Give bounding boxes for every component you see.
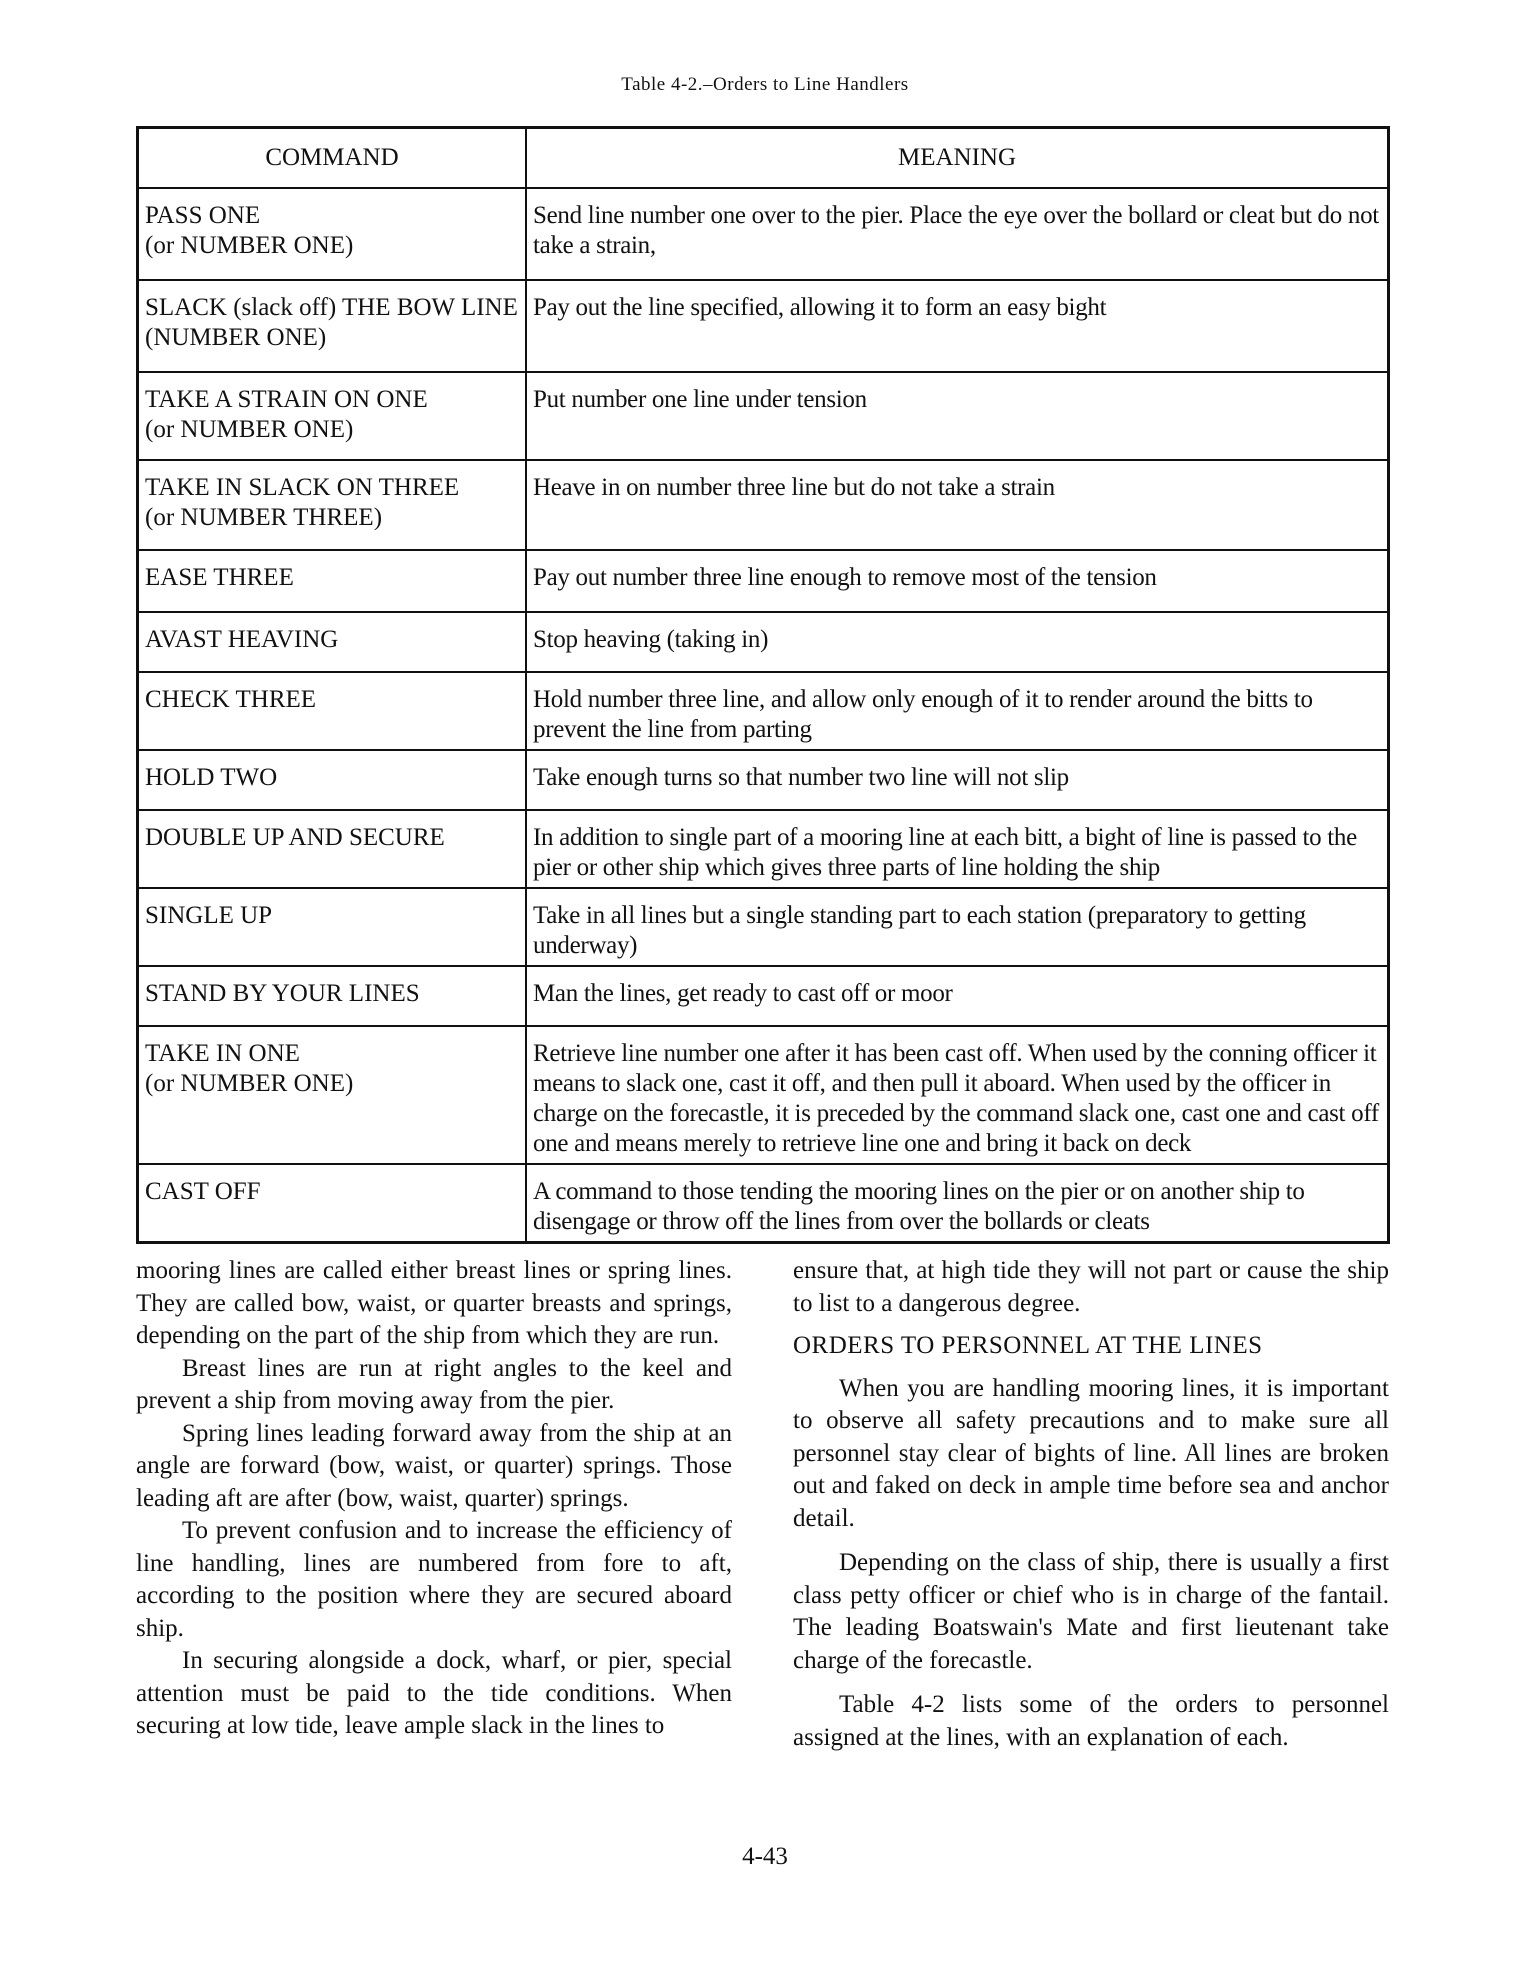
orders-table xyxy=(136,126,1390,1244)
command-cell xyxy=(138,888,527,966)
meaning-cell: Stop heaving (taking in) xyxy=(526,612,1389,672)
command-line: HOLD TWO xyxy=(145,764,278,791)
command-line: STAND BY YOUR LINES xyxy=(145,980,420,1007)
paragraph: Spring lines leading forward away from the ship at an angle are forward (bow, waist, or quarter) springs. Those leading aft are after (bow, waist, quarter) springs. xyxy=(136,1419,732,1512)
command-cell xyxy=(138,1164,527,1243)
paragraph: mooring lines are called either breast lines or spring lines. They are called bow, waist, or quarter breasts and springs, depending on the part of the ship from which they are run. xyxy=(136,1257,732,1349)
command-line: (or NUMBER ONE) xyxy=(145,416,354,443)
command-line: PASS ONE xyxy=(145,202,261,229)
meaning-cell: Pay out number three line enough to remove most of the tension xyxy=(526,550,1389,612)
command-line: (NUMBER ONE) xyxy=(145,324,327,351)
table-row xyxy=(138,280,1389,372)
paragraph: Table 4-2 lists some of the orders to personnel assigned at the lines, with an explanation of each. xyxy=(793,1691,1389,1751)
command-line: TAKE IN ONE xyxy=(145,1040,300,1067)
command-cell xyxy=(138,672,527,750)
table-row xyxy=(138,188,1389,280)
command-line: (or NUMBER THREE) xyxy=(145,504,383,531)
command-line: CHECK THREE xyxy=(145,686,317,713)
meaning-cell: Man the lines, get ready to cast off or moor xyxy=(526,966,1389,1026)
meaning-cell: In addition to single part of a mooring line at each bitt, a bight of line is passed to the pier or other ship which gives three parts of line holding the ship xyxy=(526,810,1389,888)
command-cell xyxy=(138,550,527,612)
column-header-command: COMMAND xyxy=(138,128,527,189)
command-cell xyxy=(138,280,527,372)
table-row xyxy=(138,750,1389,810)
meaning-cell: Put number one line under tension xyxy=(526,372,1389,460)
command-cell xyxy=(138,612,527,672)
right-text-column xyxy=(793,1255,1389,1754)
paragraph: Depending on the class of ship, there is usually a first class petty officer or chief who is in charge of the fantail. The leading Boatswain's Mate and first lieutenant take charge of the forecastle. xyxy=(793,1549,1389,1674)
meaning-cell: Hold number three line, and allow only enough of it to render around the bitts to prevent the line from parting xyxy=(526,672,1389,750)
table-body xyxy=(138,188,1389,1243)
paragraph: To prevent confusion and to increase the efficiency of line handling, lines are numbered from fore to aft, according to the position where they are secured aboard ship. xyxy=(136,1517,732,1642)
command-line: (or NUMBER ONE) xyxy=(145,1070,354,1097)
meaning-cell: Retrieve line number one after it has been cast off. When used by the conning officer it means to slack one, cast it off, and then pull it aboard. When used by the officer in charge on the forecastle, it is preceded by the command slack one, cast one and cast off one and means merely to retrieve line one and bring it back on deck xyxy=(526,1026,1389,1164)
table-row xyxy=(138,550,1389,612)
command-cell xyxy=(138,810,527,888)
command-line: TAKE IN SLACK ON THREE xyxy=(145,474,460,501)
command-line: SINGLE UP xyxy=(145,902,273,929)
left-text-column xyxy=(136,1255,732,1743)
command-line: TAKE A STRAIN ON ONE xyxy=(145,386,428,413)
section-heading: ORDERS TO PERSONNEL AT THE LINES xyxy=(793,1332,1263,1359)
meaning-cell: Take enough turns so that number two line will not slip xyxy=(526,750,1389,810)
command-cell xyxy=(138,188,527,280)
command-cell xyxy=(138,460,527,550)
paragraph: ensure that, at high tide they will not part or cause the ship to list to a dangerous degree. xyxy=(793,1257,1389,1317)
meaning-cell: Send line number one over to the pier. Place the eye over the bollard or cleat but do not take a strain, xyxy=(526,188,1389,280)
table-row xyxy=(138,372,1389,460)
meaning-cell: A command to those tending the mooring lines on the pier or on another ship to disengage or throw off the lines from over the bollards or cleats xyxy=(526,1164,1389,1243)
table-row xyxy=(138,1164,1389,1243)
command-line: AVAST HEAVING xyxy=(145,626,339,653)
table-row xyxy=(138,1026,1389,1164)
command-cell xyxy=(138,1026,527,1164)
table-row xyxy=(138,888,1389,966)
paragraph: In securing alongside a dock, wharf, or pier, special attention must be paid to the tide conditions. When securing at low tide, leave ample slack in the lines to xyxy=(136,1647,732,1739)
command-cell xyxy=(138,372,527,460)
meaning-cell: Pay out the line specified, allowing it to form an easy bight xyxy=(526,280,1389,372)
command-line: SLACK (slack off) THE BOW LINE xyxy=(145,294,518,321)
command-cell xyxy=(138,750,527,810)
page-number: 4-43 xyxy=(742,1843,788,1870)
table-header-row xyxy=(138,128,1389,189)
table-row xyxy=(138,460,1389,550)
command-line: (or NUMBER ONE) xyxy=(145,232,354,259)
command-cell xyxy=(138,966,527,1026)
paragraph: Breast lines are run at right angles to the keel and prevent a ship from moving away from the pier. xyxy=(136,1354,732,1414)
table-row xyxy=(138,810,1389,888)
table-row xyxy=(138,612,1389,672)
table-row xyxy=(138,672,1389,750)
table-caption: Table 4-2.–Orders to Line Handlers xyxy=(621,74,909,95)
meaning-cell: Heave in on number three line but do not take a strain xyxy=(526,460,1389,550)
command-line: CAST OFF xyxy=(145,1178,261,1205)
table-row xyxy=(138,966,1389,1026)
meaning-cell: Take in all lines but a single standing part to each station (preparatory to getting underway) xyxy=(526,888,1389,966)
paragraph: When you are handling mooring lines, it is important to observe all safety precautions and to make sure all personnel stay clear of bights of line. All lines are broken out and faked on deck in ample time before sea and anchor detail. xyxy=(793,1374,1389,1532)
column-header-meaning: MEANING xyxy=(526,128,1389,189)
command-line: DOUBLE UP AND SECURE xyxy=(145,824,445,851)
command-line: EASE THREE xyxy=(145,564,294,591)
